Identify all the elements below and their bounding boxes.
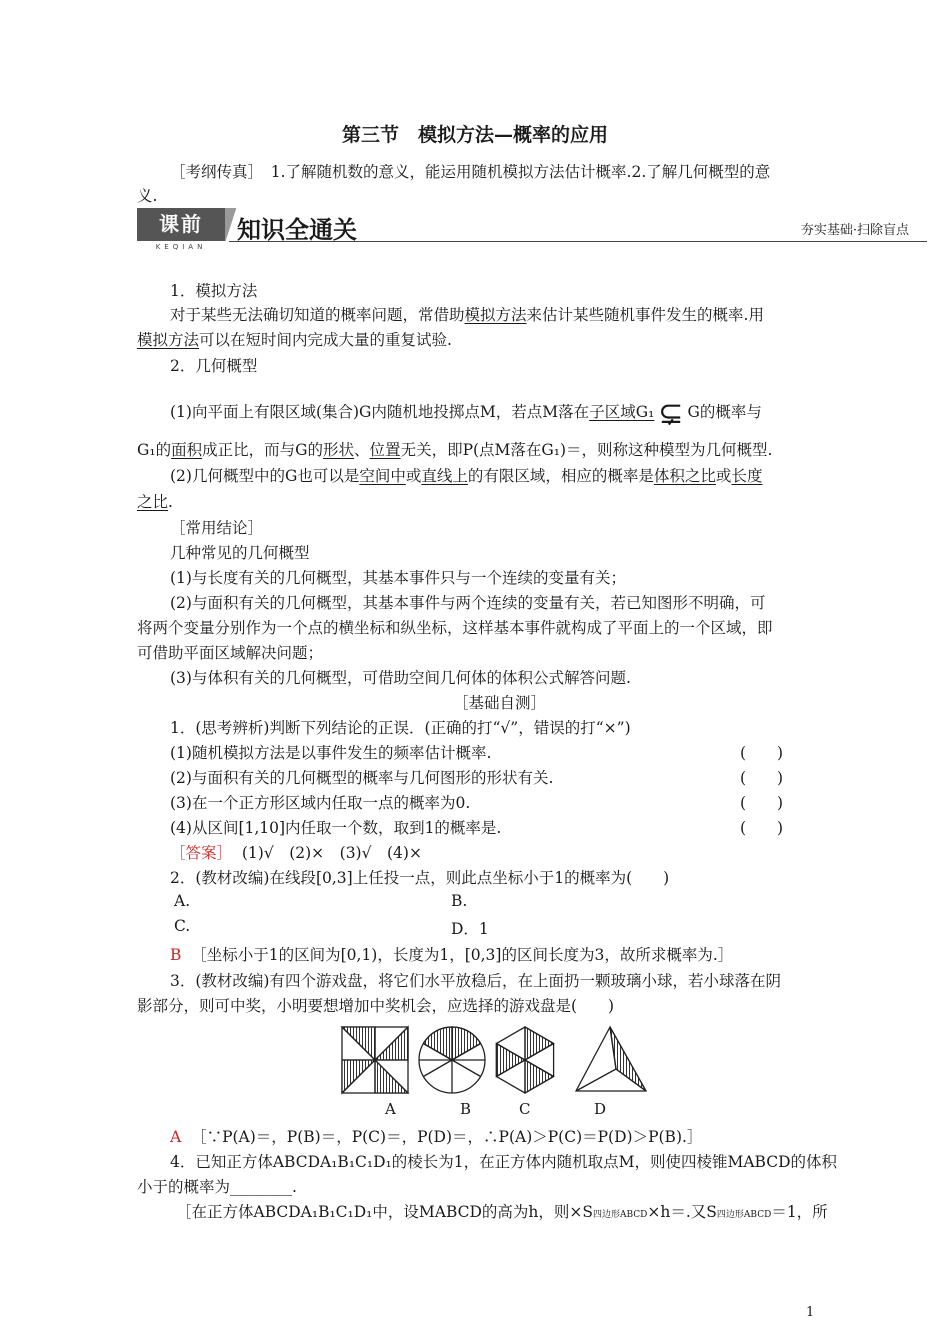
text: G₁的 <box>137 441 172 459</box>
conclusion-2-line-1: (2)与面积有关的几何概型，其基本事件与两个连续的变量有关，若已知图形不明确，可 <box>170 594 766 612</box>
underlined-term: 长度 <box>731 467 763 485</box>
board-c-hexagon <box>496 1027 553 1093</box>
board-b-circle <box>419 1027 485 1093</box>
statement: (3)在一个正方形区域内任取一点的概率为0. <box>170 794 471 812</box>
conclusion-1: (1)与长度有关的几何概型，其基本事件只与一个连续的变量有关； <box>170 569 626 587</box>
question-2: 2．(教材改编)在线段[0,3]上任投一点，则此点坐标小于1的概率为( ) <box>170 869 670 887</box>
s2-p1-line-2 <box>137 438 772 460</box>
s2-p2-line-2 <box>137 490 173 512</box>
text: 无关，即P(点M落在G₁)＝，则称这种模型为几何概型. <box>400 441 773 459</box>
underlined-term: 体积之比 <box>653 467 716 485</box>
text: 的有限区域，相应的概率是 <box>467 467 654 485</box>
underlined-term: 之比 <box>137 493 169 511</box>
page-title: 第三节 模拟方法—概率的应用 <box>341 124 608 146</box>
q1-item-1 <box>170 741 820 763</box>
question-4-line-2: 小于的概率为________. <box>137 1178 297 1196</box>
text: 或 <box>405 467 422 485</box>
board-a-square <box>342 1027 408 1093</box>
q2-option-a: A. <box>174 892 191 910</box>
underlined-term: 位置 <box>369 441 401 459</box>
subscript: 四边形ABCD <box>716 1210 772 1220</box>
game-boards-figure <box>340 1025 680 1095</box>
banner-badge: 课前 <box>137 208 225 241</box>
banner-pinyin: KEQIAN <box>155 243 207 251</box>
answer-text: (1)√ (2)× (3)√ (4)× <box>241 844 422 862</box>
conclusion-2-line-3: 可借助平面区域解决问题； <box>137 644 324 662</box>
q1-item-4 <box>170 816 820 838</box>
answer-letter: B <box>170 946 182 964</box>
subsetneq-symbol: ⊊ <box>658 396 684 431</box>
q3-answer <box>170 1125 702 1147</box>
text: 对于某些无法确切知道的概率问题，常借助 <box>170 306 465 324</box>
answer-blank: ( ) <box>740 794 784 812</box>
answer-blank: ( ) <box>740 769 784 787</box>
q2-option-d: D．1 <box>451 920 489 938</box>
q1-item-2 <box>170 766 820 788</box>
conclusion-heading: ［常用结论］ <box>170 519 264 537</box>
question-1: 1．(思考辨析)判断下列结论的正误．(正确的打“√”，错误的打“×”) <box>170 719 631 737</box>
board-d-triangle <box>576 1027 646 1091</box>
figure-label-b: B <box>460 1100 472 1118</box>
underlined-term: 形状 <box>323 441 355 459</box>
q2-answer <box>170 943 733 965</box>
underlined-term: 空间中 <box>359 467 406 485</box>
text: ×h＝.又S <box>647 1203 717 1221</box>
underlined-term: 模拟方法 <box>464 306 527 324</box>
conclusion-3: (3)与体积有关的几何概型，可借助空间几何体的体积公式解答问题. <box>170 669 631 687</box>
text: 成正比，而与G的 <box>202 441 324 459</box>
q2-option-c: C. <box>174 917 191 935</box>
underlined-term: 直线上 <box>421 467 468 485</box>
s2-p1-line-1 <box>170 396 762 431</box>
text: 来估计某些随机事件发生的概率.用 <box>526 306 764 324</box>
figure-label-a: A <box>385 1100 396 1118</box>
text: ＝1，所 <box>771 1203 828 1221</box>
question-3-line-2: 影部分，则可中奖，小明要想增加中奖机会，应选择的游戏盘是( ) <box>137 997 615 1015</box>
statement: (4)从区间[1,10]内任取一个数，取到1的概率是. <box>170 819 502 837</box>
q4-explanation <box>176 1200 828 1222</box>
underlined-term: 面积 <box>171 441 203 459</box>
question-3-line-1: 3．(教材改编)有四个游戏盘，将它们水平放稳后，在上面扔一颗玻璃小球，若小球落在阴 <box>170 972 781 990</box>
answer-blank: ( ) <box>740 819 784 837</box>
answer-label: ［答案］ <box>170 844 233 862</box>
text: G的概率与 <box>687 403 762 421</box>
answer-explanation: ［∵P(A)＝，P(B)＝，P(C)＝，P(D)＝，∴P(A)＞P(C)＝P(D)＞P(B).］ <box>191 1128 703 1146</box>
syllabus-line-2: 义. <box>137 187 158 205</box>
underlined-term: 模拟方法 <box>137 331 200 349</box>
text: 可以在短时间内完成大量的重复试验. <box>199 331 452 349</box>
answer-explanation: ［坐标小于1的区间为[0,1)，长度为1，[0,3]的区间长度为3，故所求概率为.］ <box>191 946 734 964</box>
text: . <box>168 493 173 511</box>
s2-heading: 2．几何概型 <box>170 357 258 375</box>
self-test-heading: ［基础自测］ <box>453 694 547 712</box>
statement: (2)与面积有关的几何概型的概率与几何图形的形状有关. <box>170 769 554 787</box>
s1-line-1 <box>170 303 764 325</box>
banner-title: 知识全通关 <box>237 216 357 244</box>
text: (1)向平面上有限区域(集合)G内随机地投掷点M，若点M落在 <box>170 403 590 421</box>
text: 、 <box>354 441 370 459</box>
text: (2)几何概型中的G也可以是 <box>170 467 360 485</box>
underlined-term: 子区域G₁ <box>589 403 655 421</box>
statement: (1)随机模拟方法是以事件发生的频率估计概率. <box>170 744 492 762</box>
s1-line-2 <box>137 328 452 350</box>
banner-rule <box>229 241 927 242</box>
text: 或 <box>715 467 732 485</box>
figure-label-c: C <box>519 1100 531 1118</box>
banner-slogan: 夯实基础·扫除盲点 <box>800 223 909 238</box>
s1-heading: 1．模拟方法 <box>170 282 258 300</box>
section-banner <box>137 208 927 253</box>
conclusion-2-line-2: 将两个变量分别作为一个点的横坐标和纵坐标，这样基本事件就构成了平面上的一个区域，即 <box>137 619 773 637</box>
question-4-line-1: 4．已知正方体ABCDA₁B₁C₁D₁的棱长为1，在正方体内随机取点M，则使四棱锥MABCD的体积 <box>170 1153 838 1171</box>
conclusion-subtitle: 几种常见的几何概型 <box>170 544 310 562</box>
s2-p2-line-1 <box>170 464 762 486</box>
subscript: 四边形ABCD <box>593 1210 648 1220</box>
q2-option-b: B. <box>451 892 468 910</box>
answer-letter: A <box>170 1128 182 1146</box>
q1-answer <box>170 841 422 863</box>
page-number: 1 <box>806 1305 815 1320</box>
q1-item-3 <box>170 791 820 813</box>
answer-blank: ( ) <box>740 744 784 762</box>
text: ［在正方体ABCDA₁B₁C₁D₁中，设MABCD的高为h，则×S <box>176 1203 594 1221</box>
figure-label-d: D <box>594 1100 607 1118</box>
syllabus-line-1: ［考纲传真］ 1.了解随机数的意义，能运用随机模拟方法估计概率.2.了解几何概型的意 <box>170 163 771 181</box>
